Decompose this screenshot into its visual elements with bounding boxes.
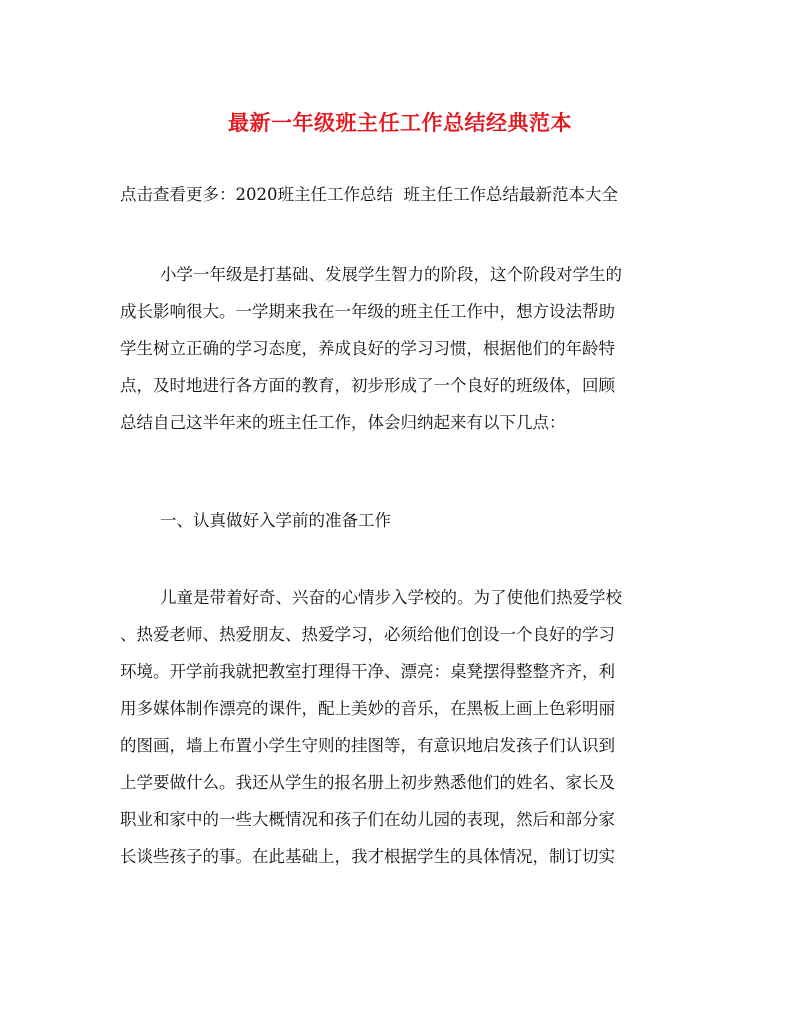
paragraph-line: 上学要做什么。我还从学生的报名册上初步熟悉他们的姓名、家长及 <box>120 773 615 792</box>
paragraph-intro <box>120 256 680 441</box>
section-heading: 一、认真做好入学前的准备工作 <box>160 511 391 530</box>
paragraph-preparation <box>120 579 680 875</box>
paragraph-line: 环境。开学前我就把教室打理得干净、漂亮：桌凳摆得整整齐齐，利 <box>120 662 615 681</box>
paragraph-line: 长谈些孩子的事。在此基础上，我才根据学生的具体情况，制订切实 <box>120 847 615 866</box>
see-more-prefix: 点击查看更多： <box>120 185 236 204</box>
paragraph-line: 学生树立正确的学习态度，养成良好的学习习惯，根据他们的年龄特 <box>120 339 615 358</box>
paragraph-line: 用多媒体制作漂亮的课件，配上美妙的音乐，在黑板上画上色彩明丽 <box>120 699 615 718</box>
paragraph-line: 总结自己这半年来的班主任工作，体会归纳起来有以下几点： <box>120 413 566 432</box>
paragraph-line: 点，及时地进行各方面的教育，初步形成了一个良好的班级体，回顾 <box>120 376 615 395</box>
paragraph-line: 的图画，墙上布置小学生守则的挂图等，有意识地启发孩子们认识到 <box>120 736 615 755</box>
paragraph-line: 成长影响很大。一学期来我在一年级的班主任工作中，想方设法帮助 <box>120 302 615 321</box>
paragraph-line: 儿童是带着好奇、兴奋的心情步入学校的。为了使他们热爱学校 <box>160 588 622 607</box>
paragraph-line: 、热爱老师、热爱朋友、热爱学习，必须给他们创设一个良好的学习 <box>120 625 615 644</box>
paragraph-line: 小学一年级是打基础、发展学生智力的阶段，这个阶段对学生的 <box>160 265 622 284</box>
link-2020-class-teacher-summary[interactable]: 2020班主任工作总结 <box>235 185 393 204</box>
paragraph-line: 职业和家中的一些大概情况和孩子们在幼儿园的表现，然后和部分家 <box>120 810 615 829</box>
link-class-teacher-summary-collection[interactable]: 班主任工作总结最新范本大全 <box>403 185 618 204</box>
document-title: 最新一年级班主任工作总结经典范本 <box>228 110 572 135</box>
see-more-line <box>120 182 720 208</box>
